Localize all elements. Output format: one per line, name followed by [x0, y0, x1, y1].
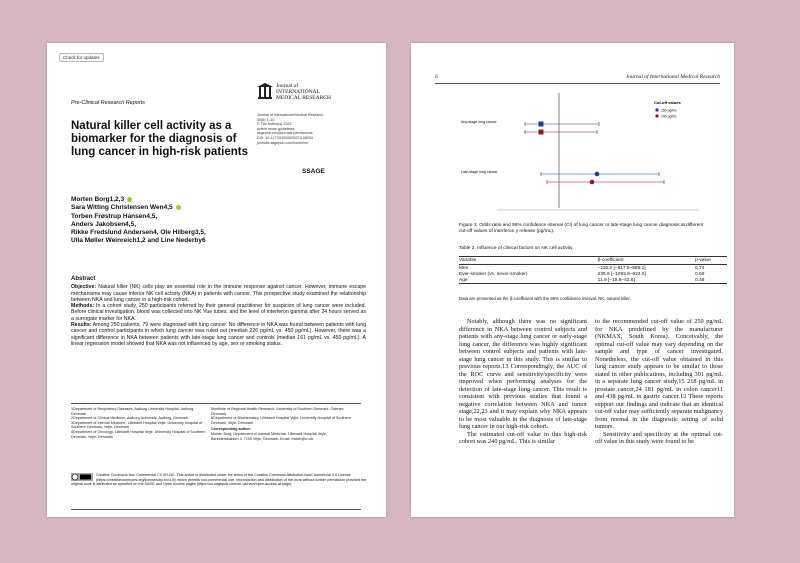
author-line-6: Ulla Møller Weinreich1,2 and Line Nederby6 [71, 237, 206, 245]
divider [71, 509, 361, 510]
table-title: Table 2. Influence of clinical factors on NK cell activity. [459, 246, 574, 251]
point-estimate [595, 172, 600, 177]
journal-logo-line-2: INTERNATIONAL [276, 89, 320, 95]
meta-copyright: © The Author(s) 2022 [257, 122, 292, 127]
page-number: 6 [435, 74, 438, 80]
group-label: Any-stage lung cancer [461, 120, 497, 124]
article-meta [257, 113, 367, 145]
legend-label: 240 pg/mL [661, 114, 678, 119]
affiliations-left [71, 407, 206, 439]
table-cell: 11.9 [−19.9–43.6] [598, 277, 695, 284]
legend-title: Cut-off values [654, 100, 681, 105]
clinical-factors-table [459, 256, 727, 284]
body-column-right [595, 318, 723, 446]
running-journal-name: Journal of International Medical Research [625, 74, 720, 80]
affiliations-right [211, 407, 351, 441]
affiliation-2: 2Department of Clinical Medicine, Aalborg University, Aalborg, Denmark [71, 416, 189, 421]
point-estimate [539, 122, 544, 127]
article-category: Pre-Clinical Research Reports [71, 100, 145, 106]
methods-text: In a cohort study, 250 participants referred by their general practitioner for suspicion of lung cancer were included. Before clinical investigation, blood was collected into NK Vue tubes, and the level of interferon gamma after 24 hours served as a surrogate marker for NKA. [71, 303, 366, 322]
header-rule [435, 83, 720, 84]
article-first-page [47, 43, 386, 517]
corresponding-label: Corresponding author: [211, 427, 252, 432]
table-cell: Age [459, 277, 598, 284]
author-list [71, 196, 321, 246]
author-line-1: Morten Borg1,2,3 [71, 196, 125, 203]
sage-logo: SSAGE [302, 168, 325, 175]
table-row [459, 277, 727, 284]
check-for-updates-button[interactable]: Check for updates [59, 53, 104, 62]
meta-journal-link[interactable]: journals.sagepub.com/home/imr [257, 140, 309, 145]
meta-reuse: Article reuse guidelines: [257, 126, 296, 131]
orcid-icon[interactable] [176, 205, 181, 210]
meta-permissions-link[interactable]: sagepub.com/journals-permissions [257, 131, 313, 136]
table-cell: Ever-smoker (vs. never-smoker) [459, 271, 528, 277]
author-line-3: Torben Frøstrup Hansen4,5, [71, 212, 158, 220]
group-label: Late-stage lung cancer [461, 170, 498, 174]
results-text: Among 250 patients, 79 were diagnosed with lung cancer. No difference in NKA was found between patients with lung cancer and control participants in which lung cancer was ruled out (median 226 pg/mL vs. 450 pg/mL). However, there was a significant difference in NKA between patients with late-stage lung cancer and controls (median 161 pg/mL vs. 450 pg/mL). A linear regression model showed that NKA was not influenced by age, sex or smoking status. [71, 322, 366, 347]
journal-logo-line-1: Journal of [276, 83, 299, 89]
table-header-p: p-value [695, 257, 727, 265]
orcid-icon[interactable] [127, 197, 132, 202]
legend-swatch [655, 108, 658, 111]
body-column-left [459, 318, 587, 446]
article-title: Natural killer cell activity as a biomarker for the diagnosis of lung cancer in high-risk patients [71, 120, 249, 158]
table-note: Data are presented as the β-coefficient with the 95% confidence interval. NK, natural killer. [459, 296, 631, 301]
figure-caption: Figure 3. Odds ratio and 95% confidence interval (CI) of lung cancer or late-stage lung cancer diagnosis at different cut-off values of interferon γ release (pg/mL). [459, 223, 704, 234]
author-line-4: Anders Jakobsen4,5, [71, 220, 137, 228]
point-estimate [539, 130, 544, 135]
affiliation-1: 1Department of Respiratory Diseases, Aalborg University Hospital, Aalborg, Denmark [71, 407, 195, 416]
legend-label: 150 pg/mL [661, 108, 678, 113]
table-cell: 0.59 [695, 271, 705, 277]
meta-journal: Journal of International Medical Research [257, 113, 324, 117]
paragraph: Notably, although there was no significant difference in NKA between control subjects and patients with any-stage lung cancer or early-stage lung cancer, the difference was highly significant between control subjects and patients with late-stage lung cancer in this study. This is similar to previous reports.13 Correspondingly, the AUC of the ROC curve and sensitivity/specificity were improved when performing analyses for the detection of late-stage lung cancer. This result is consistent with previous studies that found a negative correlation between NKA and tumor stage,22,23 and it may explain why NKA appears to be most valuable in the diagnosis of late-stage lung cancer in our high-risk cohort. [459, 318, 587, 430]
abstract [71, 276, 366, 347]
point-estimate [590, 180, 595, 185]
abstract-heading: Abstract [71, 276, 96, 282]
journal-logo-line-3: MEDICAL RESEARCH [276, 95, 331, 101]
table-cell: −116.2 [−817.5–585.1] [597, 265, 646, 271]
author-line-5: Rikke Fredslund Andersen4, Ole Hilberg3,5, [71, 229, 206, 237]
legend-swatch [655, 114, 658, 117]
results-label: Results: [71, 322, 92, 329]
table-cell: 0.74 [695, 265, 705, 271]
journal-emblem-icon [257, 83, 273, 101]
table-cell: 0.46 [695, 277, 727, 284]
forest-plot-chart [459, 88, 719, 218]
objective-text: Natural killer (NK) cells play an essential role in the immune response against cancer. However, immune escape mechanisms may cause inferior NK cell activity (NKA) in patients with cancer. This prospective study examined the relationship between NKA and lung cancer in a high-risk cohort. [71, 284, 366, 303]
table-cell: Men [459, 265, 469, 271]
affiliation-3: 3Department of Internal Medicine, Lillebaelt Hospital Vejle, University Hospital of Southern Denmark, Vejle, Denmark [71, 420, 203, 430]
objective-label: Objective: [71, 284, 97, 291]
paragraph: Sensitivity and specificity at the optimal cut-off value in this study were found to be [595, 430, 723, 445]
license-block [71, 473, 371, 487]
paragraph: The estimated cut-off value in this high-risk cohort was 240 pg/mL. This is similar [459, 430, 587, 445]
affiliation-5: 5Institute of Regional Health Research, University of Southern Denmark, Odense, Denmark [211, 407, 345, 416]
table-header-variable: Variable [459, 257, 598, 265]
corresponding-author: Morten Borg, Department of Internal Medicine, Lillebaelt Hospital Vejle, Beriddersbakken 4, 7100 Vejle, Denmark. Email: mokfb@rn.dk [211, 431, 327, 441]
paragraph: to the recommended cut-off value of 250 pg/mL for NKA predefined by the manufacturer (NKMAX, South Korea). Conceivably, the optimal cut-off value may vary depending on the sample and type of cancer investigated. Nonetheless, the cut-off value obtained in this lung cancer study appears to be similar to those stated in other publications, including 391 pg/mL in a separate lung cancer study,15 218 pg/mL in prostate cancer,24 181 pg/mL in colon cancer11 and 438 pg/mL in gastric cancer.12 These reports support our findings and indicate that an identical cut-off value may sufficiently separate malignancy from normal in the diagnostic setting of solid tumors. [595, 318, 723, 430]
meta-volume: 50(6) 1–10 [257, 117, 275, 122]
methods-label: Methods: [71, 303, 95, 310]
affiliation-6: 6Department of Biochemistry, Lillebaelt Hospital Vejle, University Hospital of Southern Denmark, Vejle, Denmark [211, 416, 351, 425]
divider [71, 403, 361, 404]
cc-by-nc-icon [71, 473, 93, 481]
affiliation-4: 5Department of Oncology, Lillebaelt Hospital Vejle, University Hospital of Southern Denmark, Vejle, Denmark [71, 429, 206, 439]
author-line-2: Sara Witting Christensen Wen4,5 [71, 204, 173, 212]
license-text: Creative Commons Non Commercial CC BY-NC: This article is distributed under the terms of the Creative Commons Attribution-NonCommercial 4.0 License (https://creativecommons.org/licenses/by-nc/4.0/) which permits non-commercial use, reproduction and distribution of the work without further permission provided the original work is attributed as specified on the SAGE and Open Access pages (https://us.sagepub.com/en-us/nam/open-access-at-sage). [71, 473, 367, 487]
meta-doi[interactable]: DOI: 10.1177/03000605221108934 [257, 135, 313, 140]
table-header-beta: β-coefficient [598, 257, 695, 265]
table-cell: 235.9 [−1093.8–622.0] [597, 271, 646, 277]
article-page-6 [411, 43, 734, 517]
